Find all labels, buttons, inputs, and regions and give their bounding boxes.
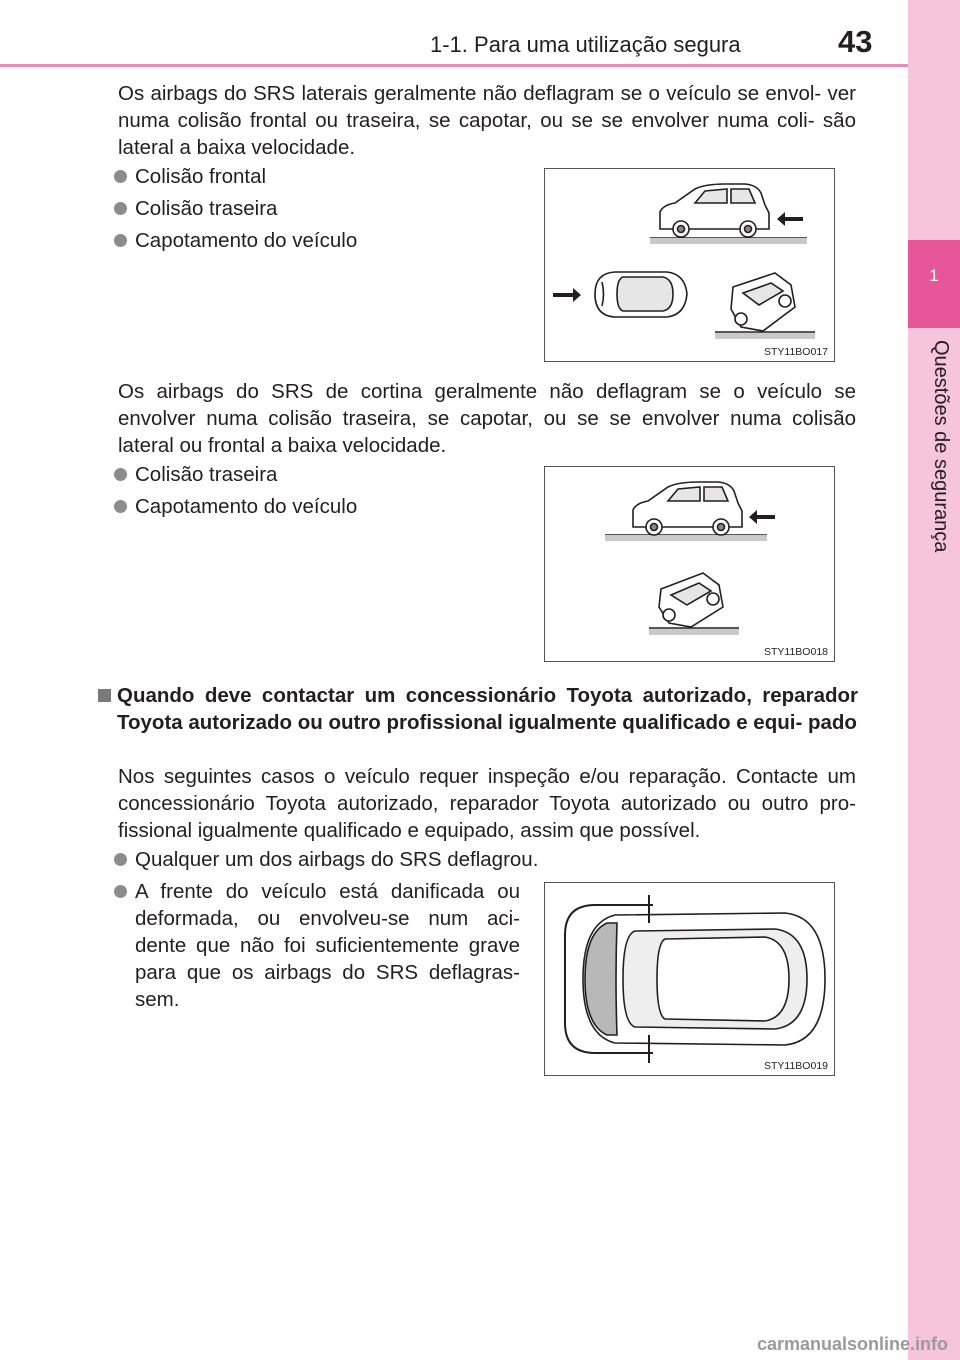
car-top-view-icon	[595, 272, 687, 317]
car-side-view-icon	[605, 482, 767, 541]
chapter-number: 1	[929, 266, 939, 285]
bullet-text: Capotamento do veículo	[135, 495, 358, 518]
bullet-text: Capotamento do veículo	[135, 229, 358, 252]
figure-side-airbag-cases	[544, 168, 835, 362]
impact-arrow-icon	[553, 288, 581, 302]
bullet-item	[114, 195, 277, 222]
bullet-item	[114, 163, 266, 190]
bullet-text: Qualquer um dos airbags do SRS deflagrou.	[135, 848, 539, 871]
section-heading-text: Quando deve contactar um concessionário Toyota autorizado, reparador Toyota autorizado ou outro profissional igualmente qualificado e equi- pado	[117, 684, 858, 734]
front-damage-illustration	[545, 883, 833, 1075]
figure-curtain-airbag-cases	[544, 466, 835, 662]
bullet-item	[114, 461, 277, 488]
bullet-dot-icon	[114, 234, 127, 247]
page-number: 43	[838, 24, 873, 59]
curtain-airbags-intro: Os airbags do SRS de cortina geralmente não deflagram se o veículo se envolver numa colisão traseira, se capotar, ou se se envolver numa colisão lateral ou frontal a baixa velocidade.	[118, 380, 856, 457]
bullet-text: Colisão frontal	[135, 165, 267, 188]
car-rollover-icon	[649, 573, 739, 635]
watermark: carmanualsonline.info	[756, 1334, 948, 1354]
impact-arrow-icon	[777, 212, 803, 226]
crash-illustration	[545, 467, 833, 661]
bullet-item	[114, 493, 357, 520]
figure-front-damage	[544, 882, 835, 1076]
square-bullet-icon	[98, 689, 111, 702]
header-rule	[0, 64, 908, 67]
bullet-text: A frente do veículo está danificada ou deformada, ou envolveu-se num aci- dente que não foi suficientemente grave para que os airbags do SRS deflagras- sem.	[135, 880, 520, 1011]
side-airbags-intro: Os airbags do SRS laterais geralmente não deflagram se o veículo se envol- ver numa colisão frontal ou traseira, se capotar, ou se se envolver numa coli- são lateral a baixa velocidade.	[118, 82, 856, 159]
bullet-text: Colisão traseira	[135, 463, 278, 486]
bullet-dot-icon	[114, 170, 127, 183]
section-heading	[98, 682, 858, 736]
bullet-dot-icon	[114, 885, 127, 898]
contact-body: Nos seguintes casos o veículo requer inspeção e/ou reparação. Contacte um concessionário Toyota autorizado, reparador Toyota autorizado ou outro pro- fissional igualmente qualificado e equipado, assim que possível.	[118, 765, 856, 842]
bullet-dot-icon	[114, 500, 127, 513]
figure-code: STY11BO018	[763, 646, 828, 658]
bullet-item	[114, 878, 520, 1013]
bullet-dot-icon	[114, 202, 127, 215]
car-top-view-icon	[583, 913, 825, 1045]
bullet-text: Colisão traseira	[135, 197, 278, 220]
car-rollover-icon	[715, 273, 815, 339]
figure-code: STY11BO019	[763, 1060, 828, 1072]
figure-code: STY11BO017	[763, 346, 828, 358]
bullet-dot-icon	[114, 468, 127, 481]
impact-arrow-icon	[749, 510, 775, 524]
bullet-item	[114, 846, 854, 873]
chapter-label: Questões de segurança	[930, 340, 952, 553]
chapter-side-band	[908, 0, 960, 1360]
bullet-item	[114, 227, 357, 254]
crash-illustration	[545, 169, 833, 361]
section-title: 1-1. Para uma utilização segura	[430, 32, 741, 57]
bullet-dot-icon	[114, 853, 127, 866]
